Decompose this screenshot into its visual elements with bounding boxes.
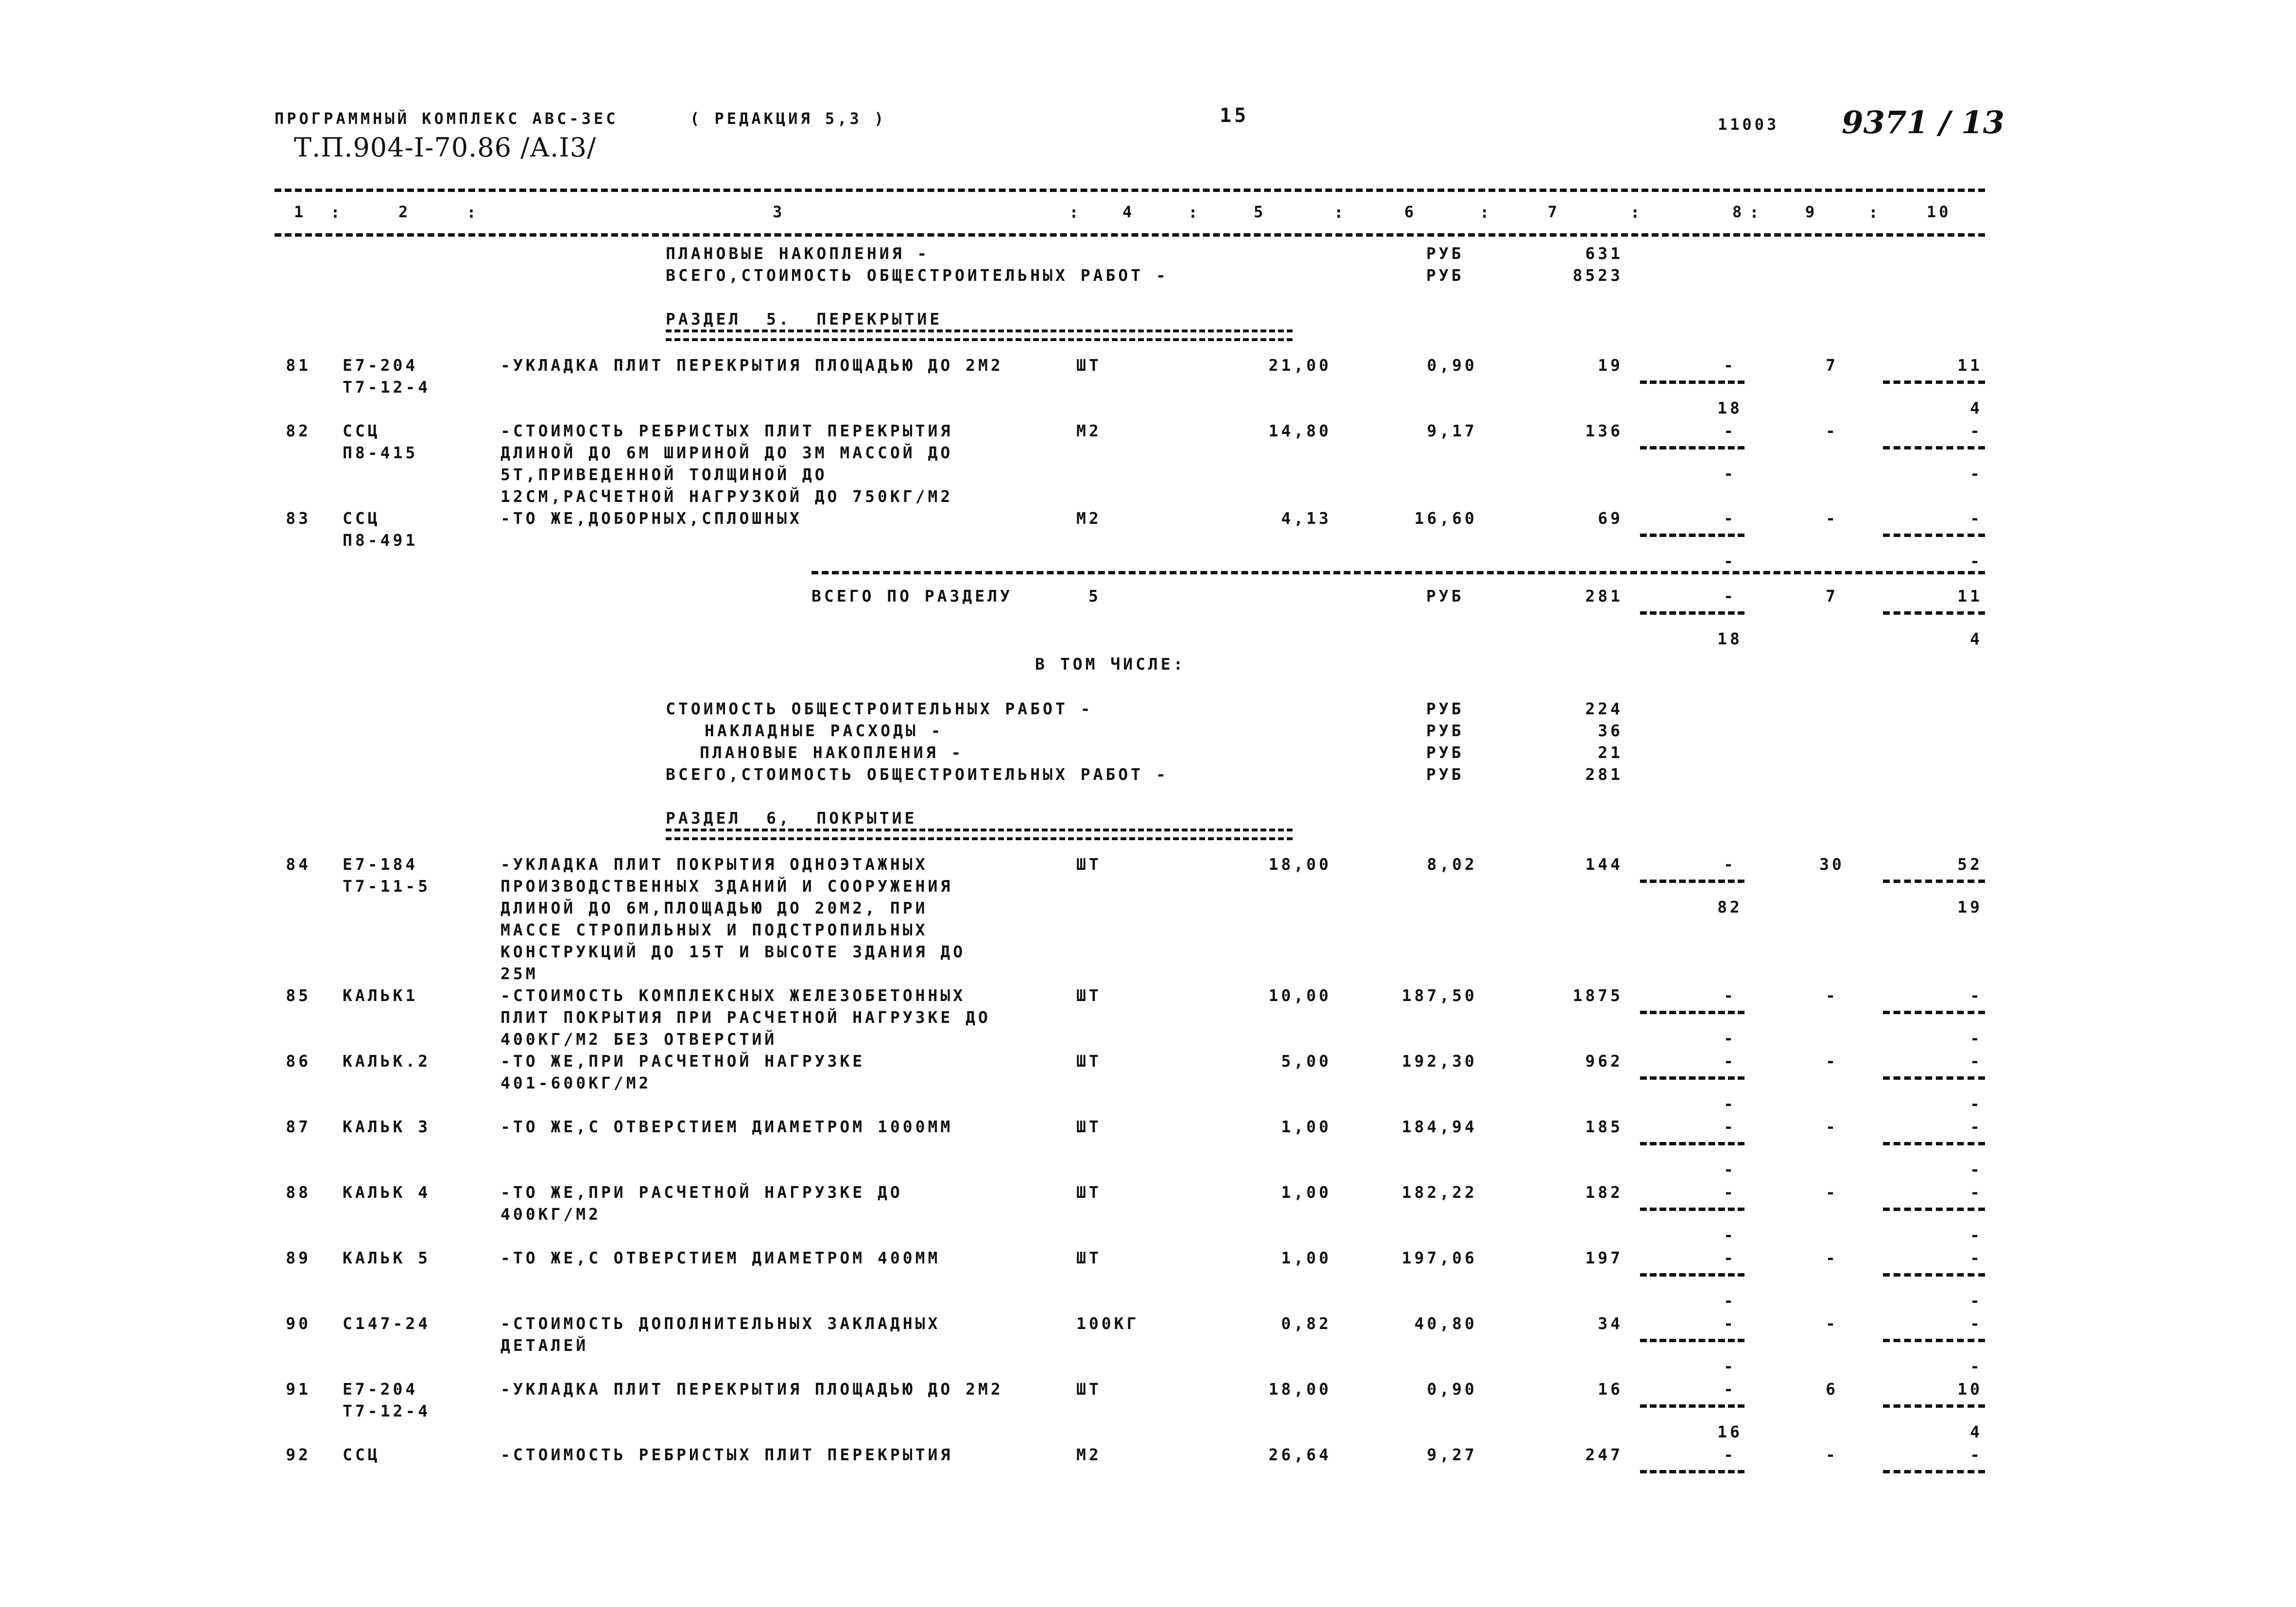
col10-value: -	[1970, 1117, 1983, 1136]
item-description-line: ДЛИНОЙ ДО 6М ШИРИНОЙ ДО 3М МАССОЙ ДО	[501, 443, 953, 462]
item-price: 182,22	[1401, 1183, 1477, 1202]
column-header-8: 8	[1732, 203, 1745, 221]
col8-value: -	[1724, 421, 1736, 440]
item-description-line: 12СМ,РАСЧЕТНОЙ НАГРУЗКОЙ ДО 750КГ/М2	[501, 487, 953, 506]
col10-value: 11	[1957, 356, 1983, 375]
item-code: ССЦ	[343, 1445, 380, 1464]
col8-value: -	[1724, 509, 1736, 528]
col8-value: -	[1724, 986, 1736, 1005]
item-unit: ШТ	[1076, 855, 1102, 874]
col8-rule	[1640, 1011, 1744, 1014]
item-unit: ШТ	[1076, 1380, 1102, 1399]
col10-value: -	[1970, 986, 1983, 1005]
item-total: 69	[1598, 509, 1623, 528]
sheet-number: 9371 / 13	[1842, 104, 2005, 141]
item-description-line: КОНСТРУКЦИЙ ДО 15Т И ВЫСОТЕ ЗДАНИЯ ДО	[501, 942, 966, 961]
item-description-line: -ТО ЖЕ,С ОТВЕРСТИЕМ ДИАМЕТРОМ 400ММ	[501, 1248, 941, 1267]
column-header-4: 4	[1122, 203, 1135, 221]
col8-value-lower: -	[1724, 1357, 1736, 1376]
breakdown-label: ПЛАНОВЫЕ НАКОПЛЕНИЯ -	[700, 743, 964, 762]
column-header-7: 7	[1548, 203, 1560, 221]
col9-value: -	[1826, 986, 1838, 1005]
item-quantity: 1,00	[1281, 1117, 1331, 1136]
breakdown-unit: РУБ	[1426, 765, 1464, 784]
item-price: 0,90	[1427, 1380, 1477, 1399]
item-number: 83	[286, 509, 311, 528]
item-description-line: ДЕТАЛЕЙ	[501, 1336, 589, 1355]
column-separator: :	[1334, 203, 1347, 222]
doc-code: 11003	[1718, 115, 1779, 134]
col8-value: -	[1724, 855, 1736, 874]
item-description-line: -СТОИМОСТЬ РЕБРИСТЫХ ПЛИТ ПЕРЕКРЫТИЯ	[501, 421, 953, 440]
col8-rule	[1640, 446, 1744, 449]
item-code: КАЛЬК.2	[343, 1052, 431, 1071]
item-code: КАЛЬК 4	[343, 1183, 431, 1202]
col10-value: -	[1970, 1183, 1983, 1202]
col10-value-lower: 4	[1970, 629, 1983, 648]
item-code: ССЦ	[343, 509, 380, 528]
col8-rule	[1640, 1470, 1744, 1473]
col8-value-lower: -	[1724, 1029, 1736, 1048]
col8-rule	[1640, 1208, 1744, 1211]
col10-rule	[1883, 1076, 1985, 1080]
breakdown-label: СТОИМОСТЬ ОБЩЕСТРОИТЕЛЬНЫХ РАБОТ -	[666, 699, 1093, 718]
col10-value: 11	[1957, 587, 1983, 605]
column-separator: :	[1749, 203, 1762, 222]
item-description-line: -УКЛАДКА ПЛИТ ПЕРЕКРЫТИЯ ПЛОЩАДЬЮ ДО 2М2	[501, 356, 1003, 375]
col10-value-lower: -	[1970, 552, 1983, 570]
col10-rule	[1883, 1208, 1985, 1211]
col10-value-lower: -	[1970, 1029, 1983, 1048]
item-description-line: 400КГ/М2 БЕЗ ОТВЕРСТИЙ	[501, 1030, 777, 1049]
item-unit: ШТ	[1076, 1117, 1102, 1136]
item-description-line: -ТО ЖЕ,ПРИ РАСЧЕТНОЙ НАГРУЗКЕ ДО	[501, 1183, 903, 1202]
col10-value: -	[1970, 421, 1983, 440]
col10-rule	[1883, 380, 1985, 384]
col10-rule	[1883, 1273, 1985, 1277]
item-total: 1875	[1572, 986, 1623, 1005]
item-description-line: 25М	[501, 964, 538, 983]
col9-value: -	[1826, 1183, 1838, 1202]
col9-value: 7	[1826, 356, 1838, 375]
breakdown-label: НАКЛАДНЫЕ РАСХОДЫ -	[705, 721, 944, 740]
item-price: 9,27	[1427, 1445, 1477, 1464]
col8-value-lower: 16	[1717, 1422, 1743, 1441]
item-total: 136	[1585, 421, 1623, 440]
col8-rule	[1640, 1404, 1744, 1408]
item-description-line: 5Т,ПРИВЕДЕННОЙ ТОЛЩИНОЙ ДО	[501, 465, 828, 484]
col10-value: -	[1970, 1314, 1983, 1333]
header-rule-top	[275, 189, 1985, 192]
item-total: 16	[1598, 1380, 1623, 1399]
col10-value: 10	[1957, 1380, 1983, 1399]
col8-value: -	[1724, 1052, 1736, 1071]
item-number: 84	[286, 855, 311, 874]
item-description-line: МАССЕ СТРОПИЛЬНЫХ И ПОДСТРОПИЛЬНЫХ	[501, 920, 928, 939]
col10-value-lower: -	[1970, 1291, 1983, 1310]
col8-value-lower: -	[1724, 1160, 1736, 1179]
item-price: 187,50	[1401, 986, 1477, 1005]
item-total: 185	[1585, 1117, 1623, 1136]
col9-value: -	[1826, 509, 1838, 528]
section-title: РАЗДЕЛ 6, ПОКРЫТИЕ	[666, 809, 917, 828]
section-total-unit: РУБ	[1426, 587, 1464, 605]
col8-value: -	[1724, 1248, 1736, 1267]
item-number: 92	[286, 1445, 311, 1464]
item-code: Е7-204	[343, 356, 418, 375]
item-number: 81	[286, 356, 311, 375]
column-header-9: 9	[1805, 203, 1818, 221]
item-quantity: 5,00	[1281, 1052, 1331, 1071]
item-code: С147-24	[343, 1314, 431, 1333]
breakdown-unit: РУБ	[1426, 743, 1464, 762]
item-code: Е7-184	[343, 855, 418, 874]
item-unit: ШТ	[1076, 1183, 1102, 1202]
column-header-5: 5	[1254, 203, 1266, 221]
col10-value-lower: 4	[1970, 398, 1983, 417]
col8-rule	[1640, 611, 1744, 615]
item-description-line: ДЛИНОЙ ДО 6М,ПЛОЩАДЬЮ ДО 20М2, ПРИ	[501, 899, 928, 917]
breakdown-unit: РУБ	[1426, 699, 1464, 718]
col8-value: -	[1724, 587, 1736, 605]
item-unit: ШТ	[1076, 356, 1102, 375]
item-code: ССЦ	[343, 421, 380, 440]
item-price: 8,02	[1427, 855, 1477, 874]
item-total: 247	[1585, 1445, 1623, 1464]
col8-value: -	[1724, 356, 1736, 375]
col9-value: -	[1826, 421, 1838, 440]
col8-value: -	[1724, 1117, 1736, 1136]
item-number: 86	[286, 1052, 311, 1071]
planned-savings-value: 631	[1585, 244, 1623, 263]
col10-value: -	[1970, 1248, 1983, 1267]
section-total-rule	[811, 571, 1985, 574]
col10-rule	[1883, 1470, 1985, 1473]
item-total: 182	[1585, 1183, 1623, 1202]
column-separator: :	[466, 203, 479, 222]
item-price: 192,30	[1401, 1052, 1477, 1071]
item-unit: 100КГ	[1076, 1314, 1139, 1333]
column-header-3: 3	[773, 203, 785, 221]
col10-value-lower: -	[1970, 1226, 1983, 1244]
total-cost-unit: РУБ	[1426, 266, 1464, 285]
item-price: 16,60	[1414, 509, 1477, 528]
item-total: 144	[1585, 855, 1623, 874]
section-underline	[666, 329, 1293, 341]
item-unit: ШТ	[1076, 1052, 1102, 1071]
column-separator: :	[1630, 203, 1643, 222]
col8-value-lower: 18	[1717, 629, 1743, 648]
column-separator: :	[1069, 203, 1082, 222]
col10-value: -	[1970, 509, 1983, 528]
col8-rule	[1640, 1273, 1744, 1277]
item-code-sub: Т7-11-5	[343, 877, 431, 896]
item-description-line: -СТОИМОСТЬ ДОПОЛНИТЕЛЬНЫХ ЗАКЛАДНЫХ	[501, 1314, 941, 1333]
col8-value-lower: -	[1724, 1226, 1736, 1244]
col10-value-lower: 4	[1970, 1422, 1983, 1441]
col8-rule	[1640, 1076, 1744, 1080]
section-underline	[666, 829, 1293, 840]
page-number: 15	[1220, 104, 1249, 127]
item-description-line: -ТО ЖЕ,ПРИ РАСЧЕТНОЙ НАГРУЗКЕ	[501, 1052, 865, 1071]
col10-rule	[1883, 534, 1985, 537]
breakdown-label: ВСЕГО,СТОИМОСТЬ ОБЩЕСТРОИТЕЛЬНЫХ РАБОТ -	[666, 765, 1169, 784]
including-label: В ТОМ ЧИСЛЕ:	[1035, 655, 1186, 674]
column-separator: :	[1188, 203, 1201, 222]
breakdown-value: 36	[1598, 721, 1623, 740]
col8-value-lower: -	[1724, 1291, 1736, 1310]
col10-rule	[1883, 1339, 1985, 1342]
item-quantity: 21,00	[1268, 356, 1331, 375]
col10-rule	[1883, 1011, 1985, 1014]
total-cost-label: ВСЕГО,СТОИМОСТЬ ОБЩЕСТРОИТЕЛЬНЫХ РАБОТ -	[666, 266, 1169, 285]
col8-rule	[1640, 534, 1744, 537]
item-unit: М2	[1076, 509, 1102, 528]
item-number: 85	[286, 986, 311, 1005]
item-code-sub: П8-415	[343, 443, 418, 462]
col9-value: -	[1826, 1314, 1838, 1333]
item-description-line: ПРОИЗВОДСТВЕННЫХ ЗДАНИЙ И СООРУЖЕНИЯ	[501, 877, 953, 896]
col8-value: -	[1724, 1445, 1736, 1464]
col10-value-lower: -	[1970, 1160, 1983, 1179]
item-code: КАЛЬК 3	[343, 1117, 431, 1136]
program-title: ПРОГРАММНЫЙ КОМПЛЕКС АВС-3ЕС	[275, 109, 619, 128]
item-number: 89	[286, 1248, 311, 1267]
item-quantity: 0,82	[1281, 1314, 1331, 1333]
item-code-sub: Т7-12-4	[343, 378, 431, 397]
item-description-line: -УКЛАДКА ПЛИТ ПЕРЕКРЫТИЯ ПЛОЩАДЬЮ ДО 2М2	[501, 1380, 1003, 1399]
column-header-10: 10	[1927, 203, 1951, 221]
doc-reference: Т.П.904-I-70.86 /А.I3/	[294, 132, 597, 163]
item-quantity: 10,00	[1268, 986, 1331, 1005]
planned-savings-unit: РУБ	[1426, 244, 1464, 263]
breakdown-value: 224	[1585, 699, 1623, 718]
col9-value: -	[1826, 1117, 1838, 1136]
item-price: 184,94	[1401, 1117, 1477, 1136]
col8-value-lower: 18	[1717, 398, 1743, 417]
item-description-line: -ТО ЖЕ,ДОБОРНЫХ,СПЛОШНЫХ	[501, 509, 802, 528]
item-description-line: -СТОИМОСТЬ КОМПЛЕКСНЫХ ЖЕЛЕЗОБЕТОННЫХ	[501, 986, 966, 1005]
item-code: КАЛЬК1	[343, 986, 418, 1005]
col10-value: -	[1970, 1052, 1983, 1071]
breakdown-unit: РУБ	[1426, 721, 1464, 740]
col10-rule	[1883, 446, 1985, 449]
item-unit: ШТ	[1076, 1248, 1102, 1267]
item-total: 197	[1585, 1248, 1623, 1267]
column-separator: :	[1480, 203, 1492, 222]
item-quantity: 26,64	[1268, 1445, 1331, 1464]
col8-value: -	[1724, 1314, 1736, 1333]
item-code-sub: П8-491	[343, 531, 418, 550]
item-number: 82	[286, 421, 311, 440]
column-separator: :	[330, 203, 343, 222]
item-number: 87	[286, 1117, 311, 1136]
item-code: Е7-204	[343, 1380, 418, 1399]
col10-value: 52	[1957, 855, 1983, 874]
breakdown-value: 281	[1585, 765, 1623, 784]
item-unit: ШТ	[1076, 986, 1102, 1005]
section-total-label: ВСЕГО ПО РАЗДЕЛУ	[811, 587, 1013, 605]
item-price: 9,17	[1427, 421, 1477, 440]
planned-savings-label: ПЛАНОВЫЕ НАКОПЛЕНИЯ -	[666, 244, 930, 263]
item-description-line: 400КГ/М2	[501, 1205, 601, 1224]
item-number: 90	[286, 1314, 311, 1333]
section-title: РАЗДЕЛ 5. ПЕРЕКРЫТИЕ	[666, 310, 943, 328]
col10-rule	[1883, 1404, 1985, 1408]
item-total: 34	[1598, 1314, 1623, 1333]
col8-value-lower: 82	[1717, 898, 1743, 916]
col10-value-lower: -	[1970, 464, 1983, 483]
item-description-line: -ТО ЖЕ,С ОТВЕРСТИЕМ ДИАМЕТРОМ 1000ММ	[501, 1117, 953, 1136]
col8-rule	[1640, 380, 1744, 384]
col9-value: 6	[1826, 1380, 1838, 1399]
column-header-2: 2	[398, 203, 411, 221]
col8-rule	[1640, 1339, 1744, 1342]
item-code-sub: Т7-12-4	[343, 1401, 431, 1420]
item-description-line: ПЛИТ ПОКРЫТИЯ ПРИ РАСЧЕТНОЙ НАГРУЗКЕ ДО	[501, 1008, 991, 1027]
item-price: 0,90	[1427, 356, 1477, 375]
item-quantity: 14,80	[1268, 421, 1331, 440]
item-quantity: 1,00	[1281, 1248, 1331, 1267]
col8-value: -	[1724, 1380, 1736, 1399]
col9-value: 30	[1819, 855, 1845, 874]
column-header-1: 1	[294, 203, 307, 221]
col8-value-lower: -	[1724, 464, 1736, 483]
item-number: 91	[286, 1380, 311, 1399]
col10-value: -	[1970, 1445, 1983, 1464]
header-rule-bottom	[275, 233, 1985, 237]
col10-value-lower: 19	[1957, 898, 1983, 916]
item-quantity: 4,13	[1281, 509, 1331, 528]
col10-rule	[1883, 880, 1985, 883]
item-price: 197,06	[1401, 1248, 1477, 1267]
col8-rule	[1640, 1142, 1744, 1145]
item-unit: М2	[1076, 421, 1102, 440]
section-total-number: 5	[1088, 587, 1101, 605]
column-separator: :	[1868, 203, 1881, 222]
item-quantity: 18,00	[1268, 855, 1331, 874]
item-total: 19	[1598, 356, 1623, 375]
column-header-6: 6	[1404, 203, 1417, 221]
col9-value: -	[1826, 1248, 1838, 1267]
item-code: КАЛЬК 5	[343, 1248, 431, 1267]
col9-value: 7	[1826, 587, 1838, 605]
col10-rule	[1883, 1142, 1985, 1145]
col10-value-lower: -	[1970, 1357, 1983, 1376]
item-description-line: -СТОИМОСТЬ РЕБРИСТЫХ ПЛИТ ПЕРЕКРЫТИЯ	[501, 1445, 953, 1464]
col9-value: -	[1826, 1052, 1838, 1071]
item-quantity: 1,00	[1281, 1183, 1331, 1202]
total-cost-value: 8523	[1572, 266, 1623, 285]
edition-label: ( РЕДАКЦИЯ 5,3 )	[690, 109, 887, 128]
item-quantity: 18,00	[1268, 1380, 1331, 1399]
item-total: 962	[1585, 1052, 1623, 1071]
item-price: 40,80	[1414, 1314, 1477, 1333]
section-total-value: 281	[1585, 587, 1623, 605]
breakdown-value: 21	[1598, 743, 1623, 762]
item-number: 88	[286, 1183, 311, 1202]
col8-value-lower: -	[1724, 552, 1736, 570]
col8-rule	[1640, 880, 1744, 883]
col9-value: -	[1826, 1445, 1838, 1464]
col10-rule	[1883, 611, 1985, 615]
col10-value-lower: -	[1970, 1094, 1983, 1113]
item-description-line: -УКЛАДКА ПЛИТ ПОКРЫТИЯ ОДНОЭТАЖНЫХ	[501, 855, 928, 874]
item-description-line: 401-600КГ/М2	[501, 1073, 652, 1092]
col8-value-lower: -	[1724, 1094, 1736, 1113]
col8-value: -	[1724, 1183, 1736, 1202]
item-unit: М2	[1076, 1445, 1102, 1464]
